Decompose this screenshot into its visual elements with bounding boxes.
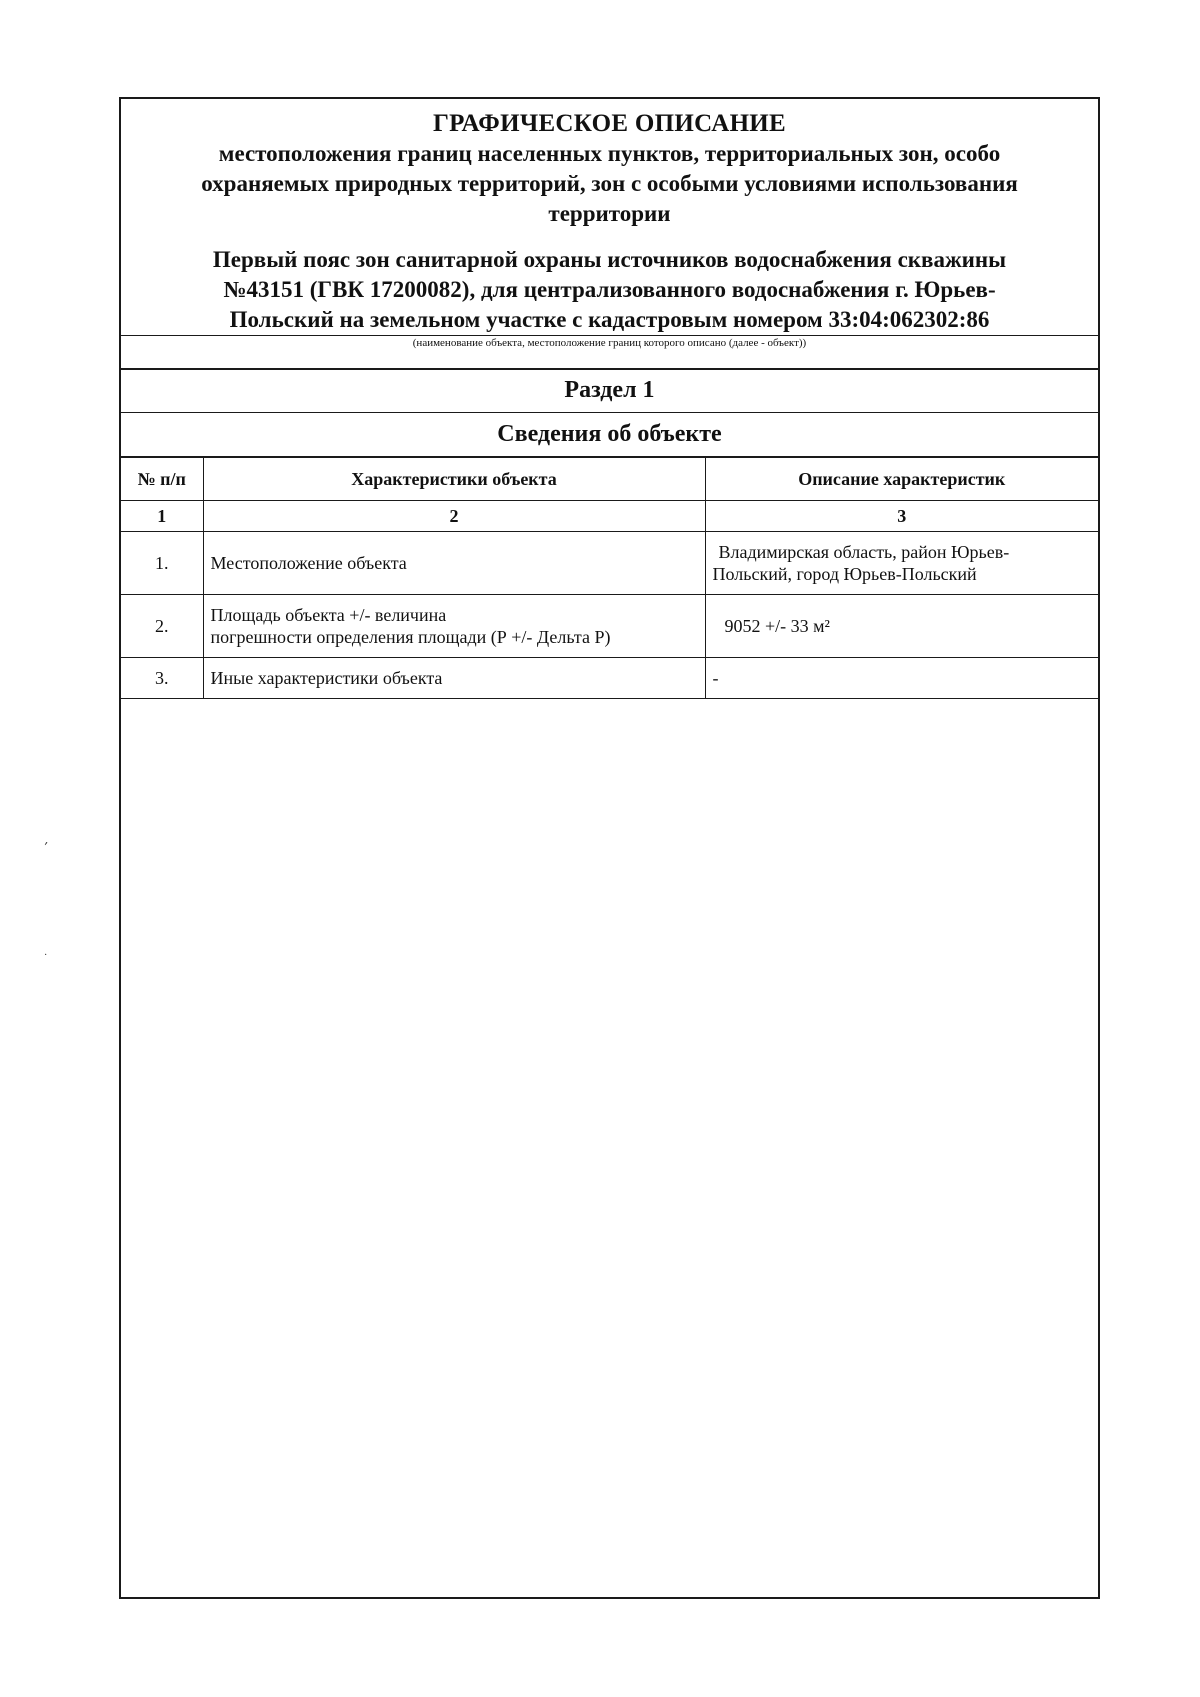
- header-characteristic: Характеристики объекта: [203, 458, 705, 501]
- table-row: [121, 532, 1098, 595]
- table-row: [121, 658, 1098, 699]
- scan-artifact: ′: [40, 839, 49, 856]
- object-info-table: [121, 457, 1098, 699]
- table-header-row: [121, 458, 1098, 501]
- row-characteristic: [203, 532, 705, 595]
- row-description: [705, 532, 1098, 595]
- object-name-caption: (наименование объекта, местоположение границ которого описано (далее - объект)): [121, 335, 1098, 369]
- row-description: [705, 658, 1098, 699]
- object-name-line: Польский на земельном участке с кадастровым номером 33:04:062302:86: [229, 307, 990, 332]
- scan-artifact: ·: [44, 950, 48, 961]
- header-number: № п/п: [121, 458, 203, 501]
- characteristic-line: погрешности определения площади (Р +/- Дельта Р): [210, 627, 611, 647]
- header-description: Описание характеристик: [705, 458, 1098, 501]
- row-characteristic: [203, 658, 705, 699]
- row-number: 2.: [121, 595, 203, 658]
- document-title: ГРАФИЧЕСКОЕ ОПИСАНИЕ: [432, 110, 787, 137]
- table-row: [121, 595, 1098, 658]
- object-name-line: Первый пояс зон санитарной охраны источников водоснабжения скважины: [212, 247, 1007, 272]
- description-line: Владимирская область, район Юрьев-: [718, 542, 1010, 562]
- column-number: 2: [203, 501, 705, 532]
- description-line: -: [712, 668, 719, 688]
- subtitle-line: охраняемых природных территорий, зон с особыми условиями использования: [201, 171, 1018, 196]
- description-line: 9052 +/- 33 м²: [724, 616, 830, 636]
- info-title: Сведения об объекте: [121, 413, 1098, 457]
- document-frame: [119, 97, 1100, 1599]
- row-description: [705, 595, 1098, 658]
- row-characteristic: [203, 595, 705, 658]
- column-number-row: [121, 501, 1098, 532]
- object-name: [121, 245, 1098, 335]
- column-number: 1: [121, 501, 203, 532]
- characteristic-line: Площадь объекта +/- величина: [210, 605, 447, 625]
- document-subtitle: [121, 139, 1098, 229]
- row-number: 1.: [121, 532, 203, 595]
- object-name-line: №43151 (ГВК 17200082), для централизованного водоснабжения г. Юрьев-: [223, 277, 996, 302]
- characteristic-line: Местоположение объекта: [210, 553, 407, 573]
- row-number: 3.: [121, 658, 203, 699]
- column-number: 3: [705, 501, 1098, 532]
- subtitle-line: местоположения границ населенных пунктов, территориальных зон, особо: [218, 141, 1001, 166]
- document-header: [121, 99, 1098, 337]
- subtitle-line: территории: [548, 201, 671, 226]
- characteristic-line: Иные характеристики объекта: [210, 668, 443, 688]
- description-line: Польский, город Юрьев-Польский: [712, 564, 977, 584]
- section-title: Раздел 1: [121, 369, 1098, 413]
